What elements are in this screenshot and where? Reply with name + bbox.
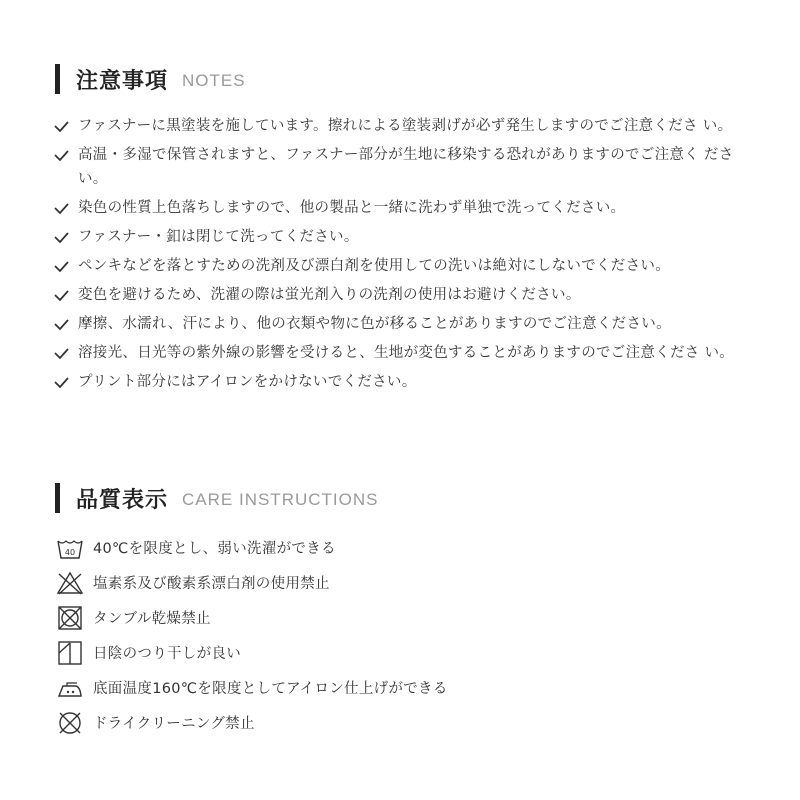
care-item: [56, 635, 756, 670]
iron-medium-icon: [56, 674, 84, 702]
check-icon: [52, 370, 72, 394]
care-item: [56, 565, 756, 600]
section-bar: [55, 64, 60, 94]
list-item: [52, 254, 752, 278]
shade-hang-dry-icon: [56, 639, 84, 667]
check-icon: [52, 143, 72, 167]
note-text: 変色を避けるため、洗濯の際は蛍光剤入りの洗剤の使用はお避けください。: [78, 287, 581, 303]
list-item: [52, 225, 752, 249]
notes-subtitle: NOTES: [182, 71, 246, 90]
care-text: 日陰のつり干しが良い: [93, 646, 241, 662]
care-item: [56, 600, 756, 635]
care-text: タンブル乾燥禁止: [93, 611, 211, 627]
no-dry-clean-icon: [56, 709, 84, 737]
care-item: [56, 530, 756, 565]
check-icon: [52, 312, 72, 336]
list-item: [52, 114, 752, 138]
note-text: 高温・多湿で保管されますと、ファスナー部分が生地に移染する恐れがありますのでご注意く ださい。: [78, 147, 734, 187]
note-text: ペンキなどを落とすための洗剤及び漂白剤を使用しての洗いは絶対にしないでください。: [78, 258, 670, 274]
list-item: [52, 341, 752, 365]
care-text: 塩素系及び酸素系漂白剤の使用禁止: [93, 576, 330, 592]
notes-list: [52, 114, 752, 399]
care-subtitle: CARE INSTRUCTIONS: [182, 490, 379, 509]
care-text: ドライクリーニング禁止: [93, 716, 255, 732]
care-item: [56, 705, 756, 740]
list-item: [52, 370, 752, 394]
list-item: [52, 312, 752, 336]
check-icon: [52, 114, 72, 138]
note-text: 摩擦、水濡れ、汗により、他の衣類や物に色が移ることがありますのでご注意ください。: [78, 316, 671, 332]
note-text: 溶接光、日光等の紫外線の影響を受けると、生地が変色することがありますのでご注意くださ い。: [78, 345, 735, 361]
note-text: 染色の性質上色落ちしますので、他の製品と一緒に洗わず単独で洗ってください。: [78, 200, 626, 216]
check-icon: [52, 196, 72, 220]
care-text: 40℃を限度とし、弱い洗濯ができる: [93, 541, 336, 557]
note-text: ファスナー・釦は閉じて洗ってください。: [78, 229, 359, 245]
check-icon: [52, 341, 72, 365]
wash-40-icon: [56, 534, 84, 562]
care-section-header: [55, 483, 378, 513]
care-text: 底面温度160℃を限度としてアイロン仕上げができる: [93, 681, 448, 697]
note-text: プリント部分にはアイロンをかけないでください。: [78, 374, 417, 390]
care-title: 品質表示: [76, 487, 169, 513]
care-list: [56, 530, 756, 740]
notes-title: 注意事項: [76, 68, 169, 94]
check-icon: [52, 254, 72, 278]
list-item: [52, 196, 752, 220]
care-item: [56, 670, 756, 705]
wash-temp-label: 40: [64, 547, 76, 557]
section-bar: [55, 483, 60, 513]
list-item: [52, 283, 752, 307]
note-text: ファスナーに黒塗装を施しています。擦れによる塗装剥げが必ず発生しますのでご注意くださ い。: [78, 118, 733, 134]
check-icon: [52, 283, 72, 307]
no-tumble-dry-icon: [56, 604, 84, 632]
no-bleach-icon: [56, 569, 84, 597]
list-item: [52, 143, 752, 191]
check-icon: [52, 225, 72, 249]
notes-section-header: [55, 64, 246, 94]
